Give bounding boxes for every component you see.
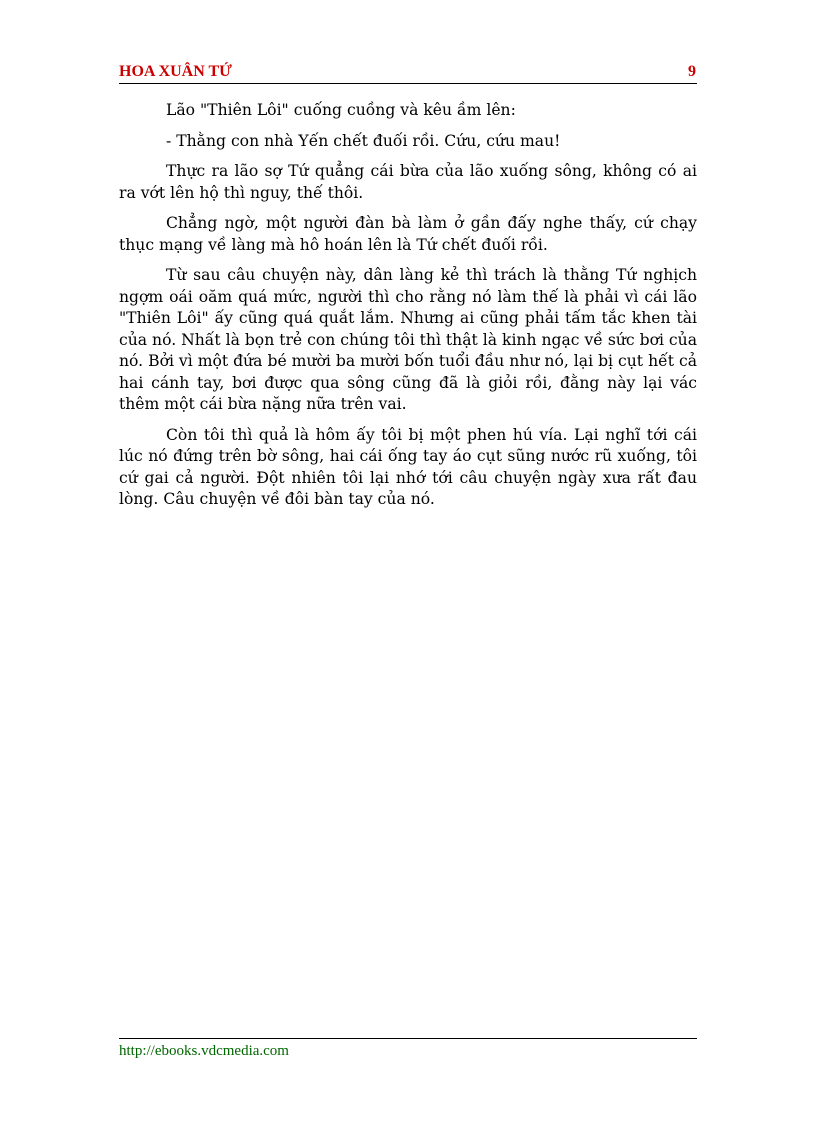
page-body bbox=[119, 100, 697, 520]
paragraph-1: Lão "Thiên Lôi" cuống cuồng và kêu ầm lên: bbox=[166, 101, 516, 119]
paragraph-5: Từ sau câu chuyện này, dân làng kẻ thì trách là thằng Tứ nghịch ngợm oái oăm quá mức, người thì cho rằng nó làm thế là phải vì cái lão "Thiên Lôi" ấy cũng quá quắt lắm. Nhưng ai cũng phải tấm tắc khen tài của nó. Nhất là bọn trẻ con chúng tôi thì thật là kinh ngạc về sức bơi của nó. Bởi vì một đứa bé mười ba mười bốn tuổi đầu như nó, lại bị cụt hết cả hai cánh tay, bơi được qua sông cũng đã là giỏi rồi, đằng này lại vác thêm một cái bừa nặng nữa trên vai. bbox=[119, 266, 697, 413]
paragraph-6: Còn tôi thì quả là hôm ấy tôi bị một phen hú vía. Lại nghĩ tới cái lúc nó đứng trên bờ sông, hai cái ống tay áo cụt sũng nước rũ xuống, tôi cứ gai cả người. Đột nhiên tôi lại nhớ tới câu chuyện ngày xưa rất đau lòng. Câu chuyện về đôi bàn tay của nó. bbox=[119, 425, 697, 508]
page-header bbox=[119, 61, 697, 84]
book-title: HOA XUÂN TỨ bbox=[119, 63, 232, 80]
paragraph-3: Thực ra lão sợ Tứ quẳng cái bừa của lão xuống sông, không có ai ra vớt lên hộ thì nguy, thế thôi. bbox=[119, 162, 697, 202]
page-footer bbox=[119, 1038, 697, 1060]
paragraph-2: - Thằng con nhà Yến chết đuối rồi. Cứu, cứu mau! bbox=[166, 131, 561, 150]
page-number: 9 bbox=[688, 63, 696, 80]
paragraph-4: Chẳng ngờ, một người đàn bà làm ở gần đấy nghe thấy, cứ chạy thục mạng về làng mà hô hoán lên là Tứ chết đuối rồi. bbox=[119, 214, 697, 254]
footer-link[interactable]: http://ebooks.vdcmedia.com bbox=[119, 1043, 289, 1059]
